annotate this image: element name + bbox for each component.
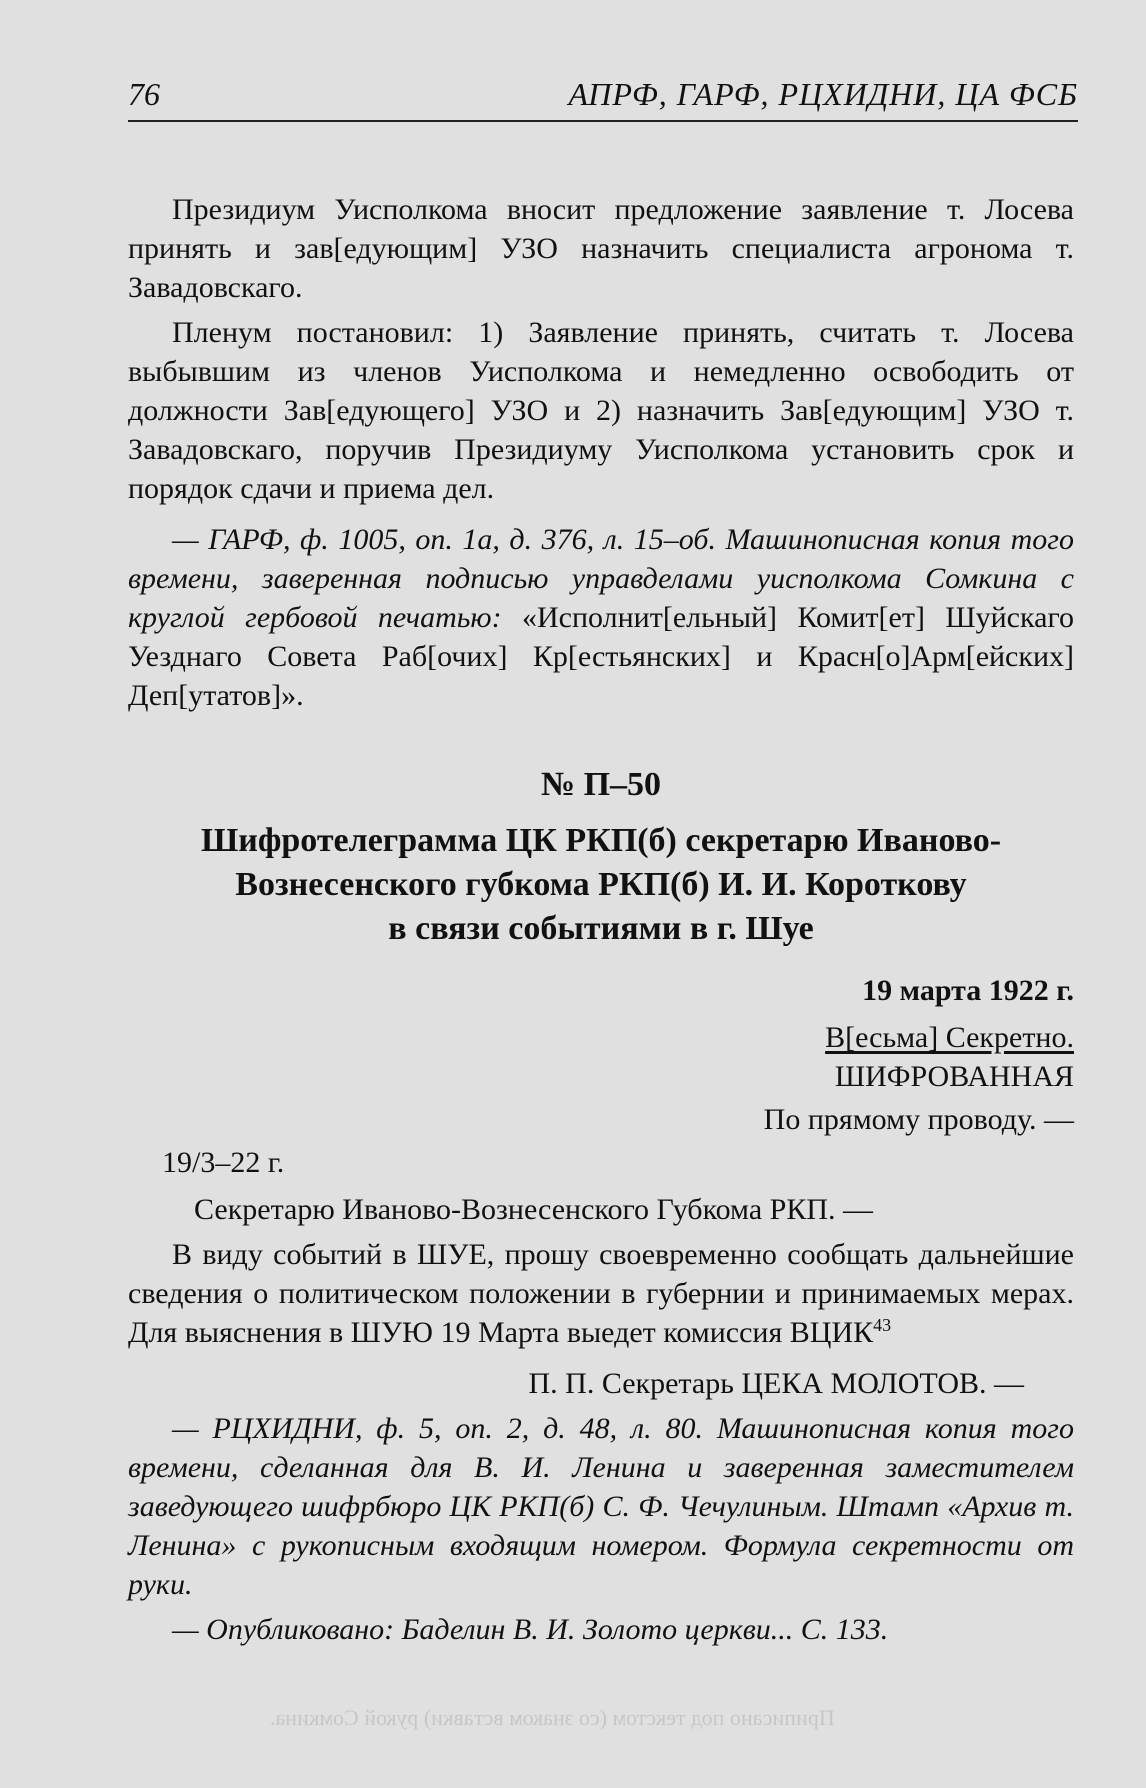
page-header [128,70,1078,122]
telegram-body [128,1235,1074,1352]
stamp-quote: «Исполнит[ельный] Комит[ет] Шуйскаго Уезднаго Совета Раб[очих] Кр[естьянских] и Красн[о]Арм[ейских] Деп[утатов]». [128,601,1074,712]
running-head: АПРФ, ГАРФ, РЦХИДНИ, ЦА ФСБ [568,76,1078,112]
page-content [128,190,1074,1649]
page-number: 76 [128,76,160,112]
bleed-through-footnote: Приписано под текстом (со знаком вставки) рукой Сомкина. [270,1705,835,1730]
telegram-addressee: Секретарю Иваново-Вознесенского Губкома РКП. — [194,1193,873,1226]
source-citation: — ГАРФ, ф. 1005, оп. 1а, д. 376, л. 15–об. Машинописная копия того времени, заверенная подписью управделами уисполкома Сомкина с круглой гербовой печатью: [128,523,1074,634]
document-date: 19 марта 1922 г. [862,974,1074,1007]
document-number: № П–50 [540,766,662,803]
telegram-body-text: В виду событий в ШУЕ, прошу своевременно сообщать дальнейшие сведения о политическом положении в губернии и принимаемых мерах. Для выяснения в ШУЮ 19 Марта выедет комиссия ВЦИК [128,1238,1074,1349]
document-title-line: в связи событиями в г. Шуе [388,910,814,947]
telegram-date: 19/3–22 г. [162,1146,285,1179]
footnote-reference: 43 [873,1315,892,1335]
document-title [128,819,1074,951]
publication-reference: — Опубликовано: Баделин В. И. Золото церкви... С. 133. [172,1613,889,1646]
document-title-line: Вознесенского губкома РКП(б) И. И. Короткову [235,866,967,903]
archive-source-rtskhidni: — РЦХИДНИ, ф. 5, оп. 2, д. 48, л. 80. Машинописная копия того времени, сделанная для В. И. Ленина и заверенная заместителем заведующего шифрбюро ЦК РКП(б) С. Ф. Чечулиным. Штамп «Архив т. Ленина» с рукописным входящим номером. Формула секретности от руки. [128,1412,1074,1601]
paragraph-plenum: Пленум постановил: 1) Заявление принять, считать т. Лосева выбывшим из членов Уисполкома и немедленно освободить от должности Зав[едующего] УЗО и 2) назначить Зав[едующим] УЗО т. Завадовскаго, поручив Президиуму Уисполкома установить срок и порядок сдачи и приема дел. [128,316,1074,505]
cipher-mark: ШИФРОВАННАЯ [834,1060,1074,1093]
secrecy-label: В[есьма] Секретно. [825,1021,1074,1054]
telegram-signature: П. П. Секретарь ЦЕКА МОЛОТОВ. — [528,1367,1024,1400]
document-title-line: Шифротелеграмма ЦК РКП(б) секретарю Иваново- [200,822,1002,859]
channel-mark: По прямому проводу. — [763,1103,1074,1136]
secrecy-mark [128,1018,1074,1057]
paragraph-presidium: Президиум Уисполкома вносит предложение заявление т. Лосева принять и зав[едующим] УЗО назначить специалиста агронома т. Завадовскаго. [128,193,1074,304]
archive-source-garf [128,520,1074,715]
